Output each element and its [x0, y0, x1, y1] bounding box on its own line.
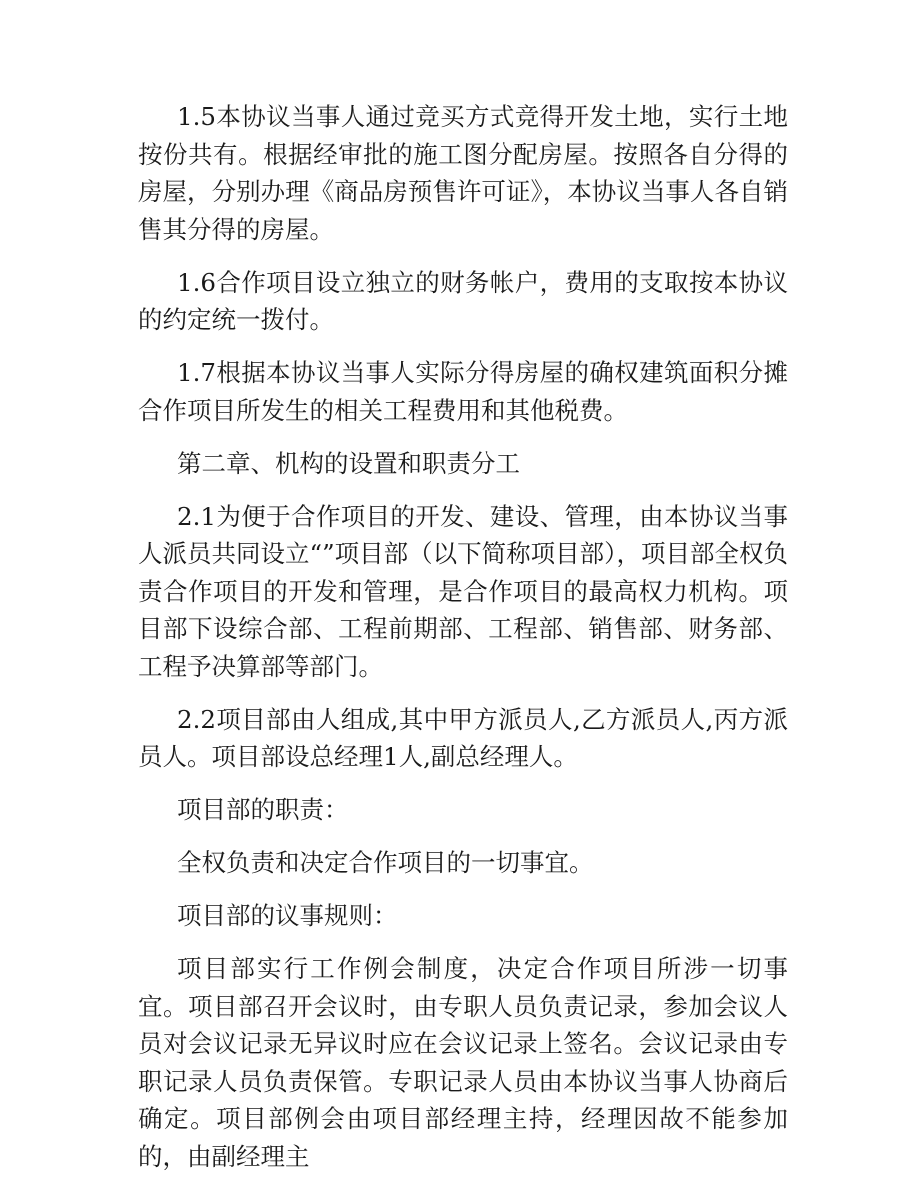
- paragraph-2-2: 2.2项目部由人组成,其中甲方派员人,乙方派员人,丙方派员人。项目部设总经理1人,副总经理人。: [138, 704, 788, 771]
- duties-text: 全权负责和决定合作项目的一切事宜。: [177, 848, 594, 877]
- paragraph-1-6: 1.6合作项目设立独立的财务帐户，费用的支取按本协议的约定统一拨付。: [138, 267, 788, 334]
- rules-heading: 项目部的议事规则：: [177, 901, 398, 930]
- rules-text: 项目部实行工作例会制度，决定合作项目所涉一切事宜。项目部召开会议时，由专职人员负责记录，参加会议人员对会议记录无异议时应在会议记录上签名。会议记录由专职记录人员负责保管。专职记录人员由本协议当事人协商后确定。项目部例会由项目部经理主持，经理因故不能参加的，由副经理主: [138, 954, 788, 1171]
- chapter-two-heading: 第二章、机构的设置和职责分工: [177, 448, 520, 478]
- paragraph-1-7: 1.7根据本协议当事人实际分得房屋的确权建筑面积分摊合作项目所发生的相关工程费用和其他税费。: [138, 358, 788, 425]
- paragraph-2-1: 2.1为便于合作项目的开发、建设、管理，由本协议当事人派员共同设立“”项目部（以下简称项目部），项目部全权负责合作项目的开发和管理，是合作项目的最高权力机构。项目部下设综合部、工程前期部、工程部、销售部、财务部、工程予决算部等部门。: [138, 501, 788, 681]
- document-body: [138, 98, 788, 1191]
- paragraph-1-5: 1.5本协议当事人通过竞买方式竞得开发土地，实行土地按份共有。根据经审批的施工图分配房屋。按照各自分得的房屋，分别办理《商品房预售许可证》，本协议当事人各自销售其分得的房屋。: [138, 102, 788, 244]
- duties-heading: 项目部的职责：: [177, 795, 349, 824]
